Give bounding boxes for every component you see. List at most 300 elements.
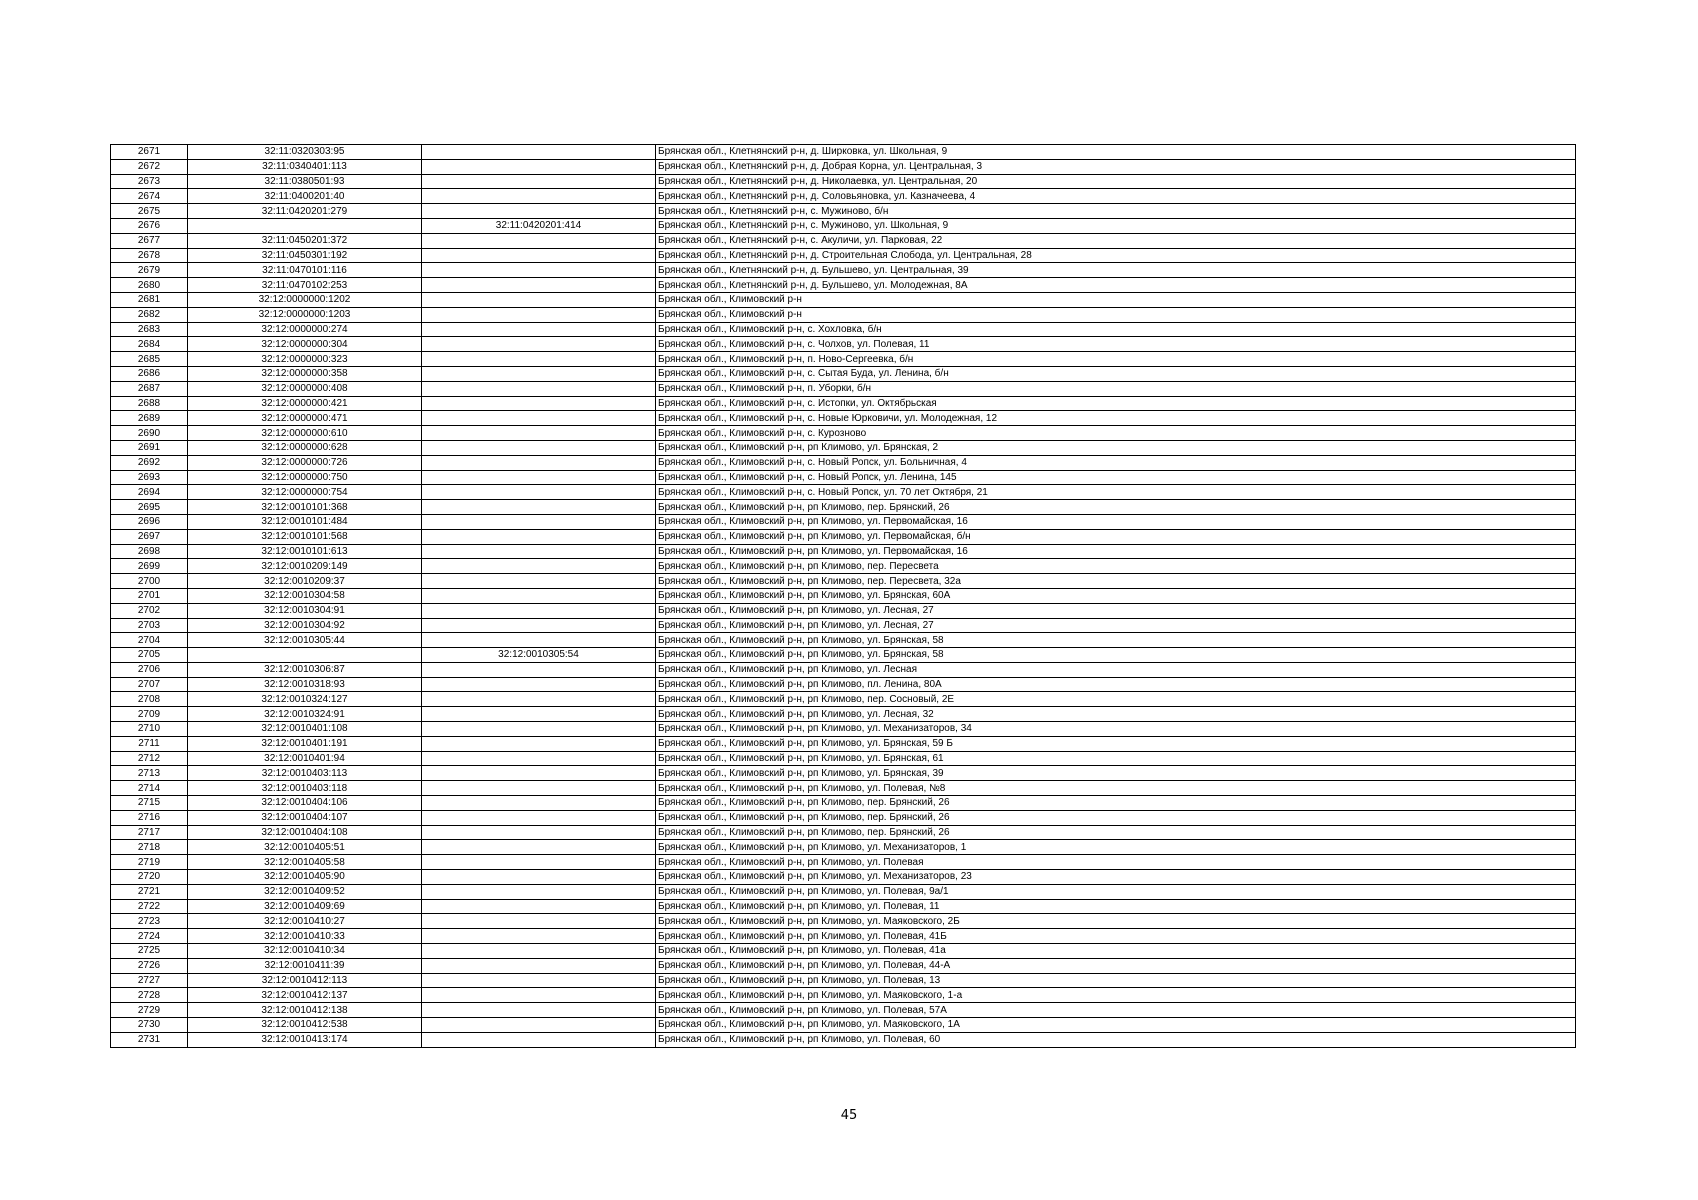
related-cadastral-number-cell [422,766,656,781]
table-row [111,307,1576,322]
row-number-cell: 2686 [111,366,188,381]
cadastral-number-cell: 32:11:0340401:113 [188,159,422,174]
related-cadastral-number-cell [422,796,656,811]
related-cadastral-number-cell [422,722,656,737]
row-number-cell: 2704 [111,633,188,648]
row-number-cell: 2705 [111,648,188,663]
table-row [111,174,1576,189]
related-cadastral-number-cell [422,588,656,603]
row-number-cell: 2730 [111,1018,188,1033]
table-row [111,944,1576,959]
address-cell: Брянская обл., Климовский р-н, рп Климово, ул. Брянская, 58 [656,633,1576,648]
address-cell: Брянская обл., Климовский р-н, рп Климово, ул. Лесная, 27 [656,603,1576,618]
table-row [111,159,1576,174]
cadastral-number-cell: 32:12:0010318:93 [188,677,422,692]
address-cell: Брянская обл., Климовский р-н, с. Новый Ропск, ул. Ленина, 145 [656,470,1576,485]
address-cell: Брянская обл., Климовский р-н, рп Климово, пер. Брянский, 26 [656,796,1576,811]
table-row [111,337,1576,352]
row-number-cell: 2715 [111,796,188,811]
row-number-cell: 2723 [111,914,188,929]
row-number-cell: 2725 [111,944,188,959]
address-cell: Брянская обл., Климовский р-н, рп Климово, ул. Первомайская, б/н [656,529,1576,544]
row-number-cell: 2695 [111,500,188,515]
row-number-cell: 2693 [111,470,188,485]
address-cell: Брянская обл., Климовский р-н, рп Климово, ул. Полевая, 13 [656,973,1576,988]
cadastral-number-cell: 32:12:0010401:108 [188,722,422,737]
row-number-cell: 2716 [111,810,188,825]
cadastral-number-cell: 32:12:0010410:34 [188,944,422,959]
cadastral-number-cell: 32:11:0450201:372 [188,233,422,248]
table-row [111,455,1576,470]
address-cell: Брянская обл., Климовский р-н, с. Хохловка, б/н [656,322,1576,337]
address-cell: Брянская обл., Климовский р-н [656,307,1576,322]
row-number-cell: 2711 [111,736,188,751]
cadastral-number-cell: 32:12:0010324:127 [188,692,422,707]
address-cell: Брянская обл., Климовский р-н, с. Курозново [656,426,1576,441]
table-row [111,870,1576,885]
address-cell: Брянская обл., Климовский р-н, рп Климово, ул. Полевая, 60 [656,1032,1576,1047]
address-cell: Брянская обл., Климовский р-н, рп Климово, ул. Полевая, 41Б [656,929,1576,944]
row-number-cell: 2700 [111,574,188,589]
address-cell: Брянская обл., Климовский р-н, рп Климово, пер. Брянский, 26 [656,825,1576,840]
cadastral-number-cell: 32:12:0010324:91 [188,707,422,722]
related-cadastral-number-cell [422,618,656,633]
table-row [111,322,1576,337]
address-cell: Брянская обл., Климовский р-н, рп Климово, ул. Полевая, 41а [656,944,1576,959]
cadastral-number-cell: 32:12:0010410:33 [188,929,422,944]
row-number-cell: 2692 [111,455,188,470]
registry-table [110,144,1576,1048]
row-number-cell: 2681 [111,292,188,307]
related-cadastral-number-cell [422,914,656,929]
row-number-cell: 2719 [111,855,188,870]
related-cadastral-number-cell [422,559,656,574]
related-cadastral-number-cell [422,263,656,278]
related-cadastral-number-cell [422,174,656,189]
related-cadastral-number-cell [422,426,656,441]
cadastral-number-cell: 32:11:0400201:40 [188,189,422,204]
address-cell: Брянская обл., Климовский р-н, с. Новые Юрковичи, ул. Молодежная, 12 [656,411,1576,426]
table-row [111,440,1576,455]
cadastral-number-cell [188,648,422,663]
related-cadastral-number-cell [422,1018,656,1033]
related-cadastral-number-cell [422,958,656,973]
related-cadastral-number-cell [422,381,656,396]
row-number-cell: 2690 [111,426,188,441]
row-number-cell: 2718 [111,840,188,855]
cadastral-number-cell: 32:12:0010304:58 [188,588,422,603]
row-number-cell: 2680 [111,278,188,293]
cadastral-number-cell: 32:12:0010411:39 [188,958,422,973]
cadastral-number-cell: 32:12:0010101:613 [188,544,422,559]
cadastral-number-cell: 32:12:0000000:1202 [188,292,422,307]
cadastral-number-cell: 32:12:0010404:107 [188,810,422,825]
row-number-cell: 2721 [111,884,188,899]
table-row [111,352,1576,367]
table-row [111,426,1576,441]
row-number-cell: 2709 [111,707,188,722]
table-row [111,648,1576,663]
address-cell: Брянская обл., Климовский р-н, рп Климово, ул. Брянская, 59 Б [656,736,1576,751]
cadastral-number-cell: 32:12:0000000:323 [188,352,422,367]
cadastral-number-cell: 32:12:0010304:92 [188,618,422,633]
related-cadastral-number-cell [422,248,656,263]
address-cell: Брянская обл., Климовский р-н, рп Климово, ул. Полевая, 9а/1 [656,884,1576,899]
row-number-cell: 2722 [111,899,188,914]
related-cadastral-number-cell [422,366,656,381]
related-cadastral-number-cell [422,825,656,840]
cadastral-number-cell: 32:12:0000000:610 [188,426,422,441]
address-cell: Брянская обл., Климовский р-н, с. Сытая Буда, ул. Ленина, б/н [656,366,1576,381]
cadastral-number-cell [188,218,422,233]
table-row [111,204,1576,219]
table-row [111,633,1576,648]
related-cadastral-number-cell [422,707,656,722]
related-cadastral-number-cell [422,677,656,692]
table-row [111,929,1576,944]
address-cell: Брянская обл., Климовский р-н, рп Климово, пл. Ленина, 80А [656,677,1576,692]
related-cadastral-number-cell [422,411,656,426]
row-number-cell: 2694 [111,485,188,500]
related-cadastral-number-cell: 32:12:0010305:54 [422,648,656,663]
address-cell: Брянская обл., Климовский р-н, рп Климово, ул. Маяковского, 1-а [656,988,1576,1003]
row-number-cell: 2674 [111,189,188,204]
address-cell: Брянская обл., Климовский р-н, рп Климово, ул. Полевая, 57А [656,1003,1576,1018]
cadastral-number-cell: 32:12:0010404:106 [188,796,422,811]
table-row [111,855,1576,870]
address-cell: Брянская обл., Клетнянский р-н, с. Мужиново, б/н [656,204,1576,219]
related-cadastral-number-cell [422,736,656,751]
table-row [111,233,1576,248]
row-number-cell: 2683 [111,322,188,337]
row-number-cell: 2703 [111,618,188,633]
row-number-cell: 2713 [111,766,188,781]
table-row [111,559,1576,574]
address-cell: Брянская обл., Климовский р-н [656,292,1576,307]
table-row [111,500,1576,515]
table-row [111,884,1576,899]
related-cadastral-number-cell [422,145,656,160]
row-number-cell: 2726 [111,958,188,973]
row-number-cell: 2684 [111,337,188,352]
table-row [111,529,1576,544]
address-cell: Брянская обл., Климовский р-н, рп Климово, пер. Брянский, 26 [656,810,1576,825]
table-row [111,248,1576,263]
related-cadastral-number-cell [422,500,656,515]
cadastral-number-cell: 32:12:0010409:69 [188,899,422,914]
table-row [111,1032,1576,1047]
related-cadastral-number-cell [422,307,656,322]
related-cadastral-number-cell [422,662,656,677]
address-cell: Брянская обл., Климовский р-н, рп Климово, ул. Полевая, 11 [656,899,1576,914]
related-cadastral-number-cell [422,1032,656,1047]
cadastral-number-cell: 32:12:0010409:52 [188,884,422,899]
address-cell: Брянская обл., Климовский р-н, рп Климово, ул. Лесная, 32 [656,707,1576,722]
cadastral-number-cell: 32:12:0000000:471 [188,411,422,426]
table-row [111,766,1576,781]
registry-table-body [111,145,1576,1048]
row-number-cell: 2727 [111,973,188,988]
cadastral-number-cell: 32:12:0010404:108 [188,825,422,840]
cadastral-number-cell: 32:12:0010101:368 [188,500,422,515]
address-cell: Брянская обл., Климовский р-н, с. Истопки, ул. Октябрьская [656,396,1576,411]
related-cadastral-number-cell [422,973,656,988]
row-number-cell: 2708 [111,692,188,707]
table-row [111,677,1576,692]
cadastral-number-cell: 32:12:0000000:358 [188,366,422,381]
cadastral-number-cell: 32:12:0010401:94 [188,751,422,766]
cadastral-number-cell: 32:12:0010306:87 [188,662,422,677]
related-cadastral-number-cell [422,278,656,293]
related-cadastral-number-cell [422,692,656,707]
row-number-cell: 2714 [111,781,188,796]
cadastral-number-cell: 32:12:0000000:750 [188,470,422,485]
table-row [111,722,1576,737]
row-number-cell: 2728 [111,988,188,1003]
address-cell: Брянская обл., Климовский р-н, п. Уборки, б/н [656,381,1576,396]
cadastral-number-cell: 32:11:0450301:192 [188,248,422,263]
row-number-cell: 2688 [111,396,188,411]
row-number-cell: 2698 [111,544,188,559]
row-number-cell: 2682 [111,307,188,322]
table-row [111,810,1576,825]
related-cadastral-number-cell [422,352,656,367]
table-row [111,692,1576,707]
related-cadastral-number-cell [422,1003,656,1018]
related-cadastral-number-cell [422,514,656,529]
related-cadastral-number-cell [422,810,656,825]
table-row [111,796,1576,811]
address-cell: Брянская обл., Климовский р-н, рп Климово, пер. Брянский, 26 [656,500,1576,515]
cadastral-number-cell: 32:12:0000000:628 [188,440,422,455]
table-row [111,411,1576,426]
row-number-cell: 2707 [111,677,188,692]
row-number-cell: 2701 [111,588,188,603]
table-row [111,958,1576,973]
table-row [111,470,1576,485]
table-row [111,1003,1576,1018]
related-cadastral-number-cell [422,396,656,411]
row-number-cell: 2731 [111,1032,188,1047]
address-cell: Брянская обл., Климовский р-н, п. Ново-Сергеевка, б/н [656,352,1576,367]
table-row [111,189,1576,204]
row-number-cell: 2699 [111,559,188,574]
cadastral-number-cell: 32:12:0010304:91 [188,603,422,618]
related-cadastral-number-cell [422,470,656,485]
row-number-cell: 2672 [111,159,188,174]
row-number-cell: 2720 [111,870,188,885]
row-number-cell: 2691 [111,440,188,455]
address-cell: Брянская обл., Климовский р-н, рп Климово, ул. Полевая, №8 [656,781,1576,796]
address-cell: Брянская обл., Клетнянский р-н, д. Строительная Слобода, ул. Центральная, 28 [656,248,1576,263]
address-cell: Брянская обл., Климовский р-н, с. Новый Ропск, ул. Больничная, 4 [656,455,1576,470]
row-number-cell: 2706 [111,662,188,677]
cadastral-number-cell: 32:12:0010410:27 [188,914,422,929]
cadastral-number-cell: 32:11:0470102:253 [188,278,422,293]
row-number-cell: 2702 [111,603,188,618]
table-row [111,485,1576,500]
address-cell: Брянская обл., Климовский р-н, с. Чолхов, ул. Полевая, 11 [656,337,1576,352]
address-cell: Брянская обл., Климовский р-н, рп Климово, ул. Маяковского, 2Б [656,914,1576,929]
related-cadastral-number-cell [422,899,656,914]
related-cadastral-number-cell [422,322,656,337]
table-row [111,366,1576,381]
cadastral-number-cell: 32:11:0420201:279 [188,204,422,219]
related-cadastral-number-cell [422,204,656,219]
table-row [111,603,1576,618]
address-cell: Брянская обл., Клетнянский р-н, д. Бульшево, ул. Центральная, 39 [656,263,1576,278]
address-cell: Брянская обл., Климовский р-н, рп Климово, ул. Первомайская, 16 [656,514,1576,529]
row-number-cell: 2676 [111,218,188,233]
row-number-cell: 2679 [111,263,188,278]
cadastral-number-cell: 32:12:0000000:408 [188,381,422,396]
row-number-cell: 2687 [111,381,188,396]
row-number-cell: 2678 [111,248,188,263]
row-number-cell: 2724 [111,929,188,944]
table-row [111,707,1576,722]
address-cell: Брянская обл., Климовский р-н, рп Климово, ул. Полевая, 44-А [656,958,1576,973]
related-cadastral-number-cell [422,233,656,248]
cadastral-number-cell: 32:12:0010412:113 [188,973,422,988]
table-row [111,278,1576,293]
address-cell: Брянская обл., Климовский р-н, рп Климово, ул. Полевая [656,855,1576,870]
address-cell: Брянская обл., Климовский р-н, рп Климово, ул. Брянская, 61 [656,751,1576,766]
cadastral-number-cell: 32:12:0000000:726 [188,455,422,470]
table-row [111,736,1576,751]
related-cadastral-number-cell [422,855,656,870]
cadastral-number-cell: 32:12:0010403:113 [188,766,422,781]
cadastral-number-cell: 32:11:0470101:116 [188,263,422,278]
address-cell: Брянская обл., Клетнянский р-н, д. Николаевка, ул. Центральная, 20 [656,174,1576,189]
table-row [111,751,1576,766]
related-cadastral-number-cell [422,455,656,470]
table-row [111,574,1576,589]
related-cadastral-number-cell [422,929,656,944]
table-row [111,840,1576,855]
address-cell: Брянская обл., Климовский р-н, рп Климово, ул. Брянская, 2 [656,440,1576,455]
cadastral-number-cell: 32:12:0000000:274 [188,322,422,337]
row-number-cell: 2685 [111,352,188,367]
page-number: 45 [840,1108,858,1123]
address-cell: Брянская обл., Клетнянский р-н, д. Ширковка, ул. Школьная, 9 [656,145,1576,160]
address-cell: Брянская обл., Клетнянский р-н, д. Бульшево, ул. Молодежная, 8А [656,278,1576,293]
cadastral-number-cell: 32:11:0320303:95 [188,145,422,160]
address-cell: Брянская обл., Климовский р-н, рп Климово, ул. Лесная [656,662,1576,677]
table-row [111,973,1576,988]
address-cell: Брянская обл., Клетнянский р-н, с. Мужиново, ул. Школьная, 9 [656,218,1576,233]
table-row [111,662,1576,677]
related-cadastral-number-cell [422,159,656,174]
address-cell: Брянская обл., Клетнянский р-н, д. Соловьяновка, ул. Казначеева, 4 [656,189,1576,204]
cadastral-number-cell: 32:12:0010412:538 [188,1018,422,1033]
address-cell: Брянская обл., Климовский р-н, рп Климово, ул. Брянская, 60А [656,588,1576,603]
table-row [111,544,1576,559]
row-number-cell: 2729 [111,1003,188,1018]
related-cadastral-number-cell [422,988,656,1003]
address-cell: Брянская обл., Климовский р-н, рп Климово, ул. Лесная, 27 [656,618,1576,633]
related-cadastral-number-cell [422,751,656,766]
address-cell: Брянская обл., Климовский р-н, с. Новый Ропск, ул. 70 лет Октября, 21 [656,485,1576,500]
table-row [111,899,1576,914]
table-row [111,914,1576,929]
address-cell: Брянская обл., Климовский р-н, рп Климово, пер. Пересвета, 32а [656,574,1576,589]
table-row [111,292,1576,307]
row-number-cell: 2697 [111,529,188,544]
cadastral-number-cell: 32:12:0010101:568 [188,529,422,544]
cadastral-number-cell: 32:12:0010101:484 [188,514,422,529]
related-cadastral-number-cell [422,440,656,455]
row-number-cell: 2689 [111,411,188,426]
address-cell: Брянская обл., Климовский р-н, рп Климово, пер. Пересвета [656,559,1576,574]
cadastral-number-cell: 32:12:0010305:44 [188,633,422,648]
cadastral-number-cell: 32:12:0000000:1203 [188,307,422,322]
table-row [111,218,1576,233]
cadastral-number-cell: 32:12:0010401:191 [188,736,422,751]
related-cadastral-number-cell [422,485,656,500]
address-cell: Брянская обл., Климовский р-н, рп Климово, ул. Механизаторов, 34 [656,722,1576,737]
table-row [111,618,1576,633]
address-cell: Брянская обл., Климовский р-н, рп Климово, ул. Механизаторов, 1 [656,840,1576,855]
cadastral-number-cell: 32:12:0010405:58 [188,855,422,870]
row-number-cell: 2712 [111,751,188,766]
related-cadastral-number-cell [422,944,656,959]
table-row [111,263,1576,278]
related-cadastral-number-cell [422,574,656,589]
related-cadastral-number-cell [422,544,656,559]
related-cadastral-number-cell [422,840,656,855]
cadastral-number-cell: 32:12:0010209:149 [188,559,422,574]
table-row [111,825,1576,840]
address-cell: Брянская обл., Клетнянский р-н, д. Добрая Корна, ул. Центральная, 3 [656,159,1576,174]
table-row [111,514,1576,529]
table-row [111,988,1576,1003]
table-row [111,781,1576,796]
related-cadastral-number-cell [422,529,656,544]
related-cadastral-number-cell [422,603,656,618]
related-cadastral-number-cell: 32:11:0420201:414 [422,218,656,233]
address-cell: Брянская обл., Климовский р-н, рп Климово, ул. Первомайская, 16 [656,544,1576,559]
address-cell: Брянская обл., Климовский р-н, рп Климово, ул. Механизаторов, 23 [656,870,1576,885]
related-cadastral-number-cell [422,633,656,648]
cadastral-number-cell: 32:12:0010209:37 [188,574,422,589]
cadastral-number-cell: 32:12:0010405:90 [188,870,422,885]
address-cell: Брянская обл., Климовский р-н, рп Климово, пер. Сосновый, 2Е [656,692,1576,707]
related-cadastral-number-cell [422,781,656,796]
address-cell: Брянская обл., Климовский р-н, рп Климово, ул. Брянская, 39 [656,766,1576,781]
cadastral-number-cell: 32:11:0380501:93 [188,174,422,189]
cadastral-number-cell: 32:12:0010412:137 [188,988,422,1003]
cadastral-number-cell: 32:12:0000000:304 [188,337,422,352]
table-row [111,381,1576,396]
cadastral-number-cell: 32:12:0010405:51 [188,840,422,855]
cadastral-number-cell: 32:12:0000000:421 [188,396,422,411]
table-row [111,1018,1576,1033]
related-cadastral-number-cell [422,337,656,352]
related-cadastral-number-cell [422,189,656,204]
row-number-cell: 2710 [111,722,188,737]
address-cell: Брянская обл., Климовский р-н, рп Климово, ул. Брянская, 58 [656,648,1576,663]
cadastral-number-cell: 32:12:0000000:754 [188,485,422,500]
table-row [111,145,1576,160]
address-cell: Брянская обл., Климовский р-н, рп Климово, ул. Маяковского, 1А [656,1018,1576,1033]
related-cadastral-number-cell [422,884,656,899]
row-number-cell: 2675 [111,204,188,219]
address-cell: Брянская обл., Клетнянский р-н, с. Акуличи, ул. Парковая, 22 [656,233,1576,248]
row-number-cell: 2677 [111,233,188,248]
row-number-cell: 2696 [111,514,188,529]
related-cadastral-number-cell [422,292,656,307]
row-number-cell: 2671 [111,145,188,160]
